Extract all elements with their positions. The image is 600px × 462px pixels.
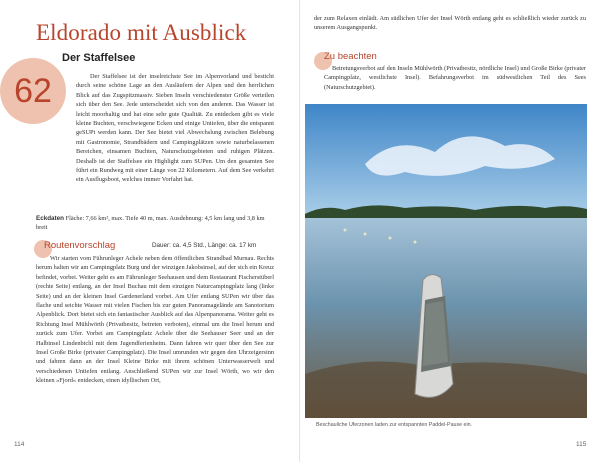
notice-text: Betretungsverbot auf den Inseln Mühlwörth (Privatbesitz, nördliche Insel) und Große Birke (privater Campingplatz, westlichste Insel). Befahrungsverbot im südwestlichen Teil des Sees (Naturschutzgebiet). [324,65,586,91]
lake-photo [305,104,587,418]
route-meta: Dauer: ca. 4,5 Std., Länge: ca. 17 km [152,242,257,249]
lake-subtitle: Der Staffelsee [62,52,136,64]
photo-caption: Beschauliche Uferzonen laden zur entspannten Paddel-Pause ein. [316,422,473,428]
facts-label: Eckdaten [36,215,64,222]
page-number-right: 115 [576,441,587,448]
route-text: Wir starten vom Führunleger Achele neben dem öffentlichen Strandbad Murnau. Rechts herum halten wir am Campingplatz Burg und der winzigen Jakobsinsel, auf der sich ein Kreuz befindet, vorbei. Weiter geht es am Fährunleger Seehausen und dem Restaurant Fischerstüberl (rechte Seite) entlang, an der Insel Buchau mit dem einzigen Naturcampingplatz lang (linke Seite) und an der kleinen Insel Gardenerland vorbei. Am Ufer entlang SUPen wir über das flache und seichte Wasser mit vielen Fischen bis zur guten Panoramagelände am Sanotorium Alpenblick. Dort bietet sich ein fantastischer Ausblick auf das Alpenpanorama. Weiter geht es Richtung Insel Mühlwörth (Privatbesitz, betreten verboten), einmal um die Insel herum und zurück zum Ufer. Vorbei am Campingplatz Achele über die Seehauser Seer und an der Halbinsel Lindenbichl mit dem Jugendferienheim. Dann fahren wir quer über den See zur Insel Große Birke (privater Campingplatz). Die Insel umrunden wir gegen den Uhrzeigersinn und fahren dann an der Insel Kleine Birke mit ihrem schönen Unterwasserwelt und verschiedenen Untiefen entlang. Anschließend SUPen wir zur Insel Wörth, wo wir den kleinen »Fjord« entdecken, einen idyllischen Ort, [36,255,274,385]
tour-number-circle [0,58,66,124]
continuation-text: der zum Relaxen einlädt. Am südlichen Ufer der Insel Wörth entlang geht es schließlich wieder zurück zu unserem Ausgangspunkt. [314,15,586,32]
notice-heading: Zu beachten [324,51,377,62]
facts-block [36,214,274,233]
route-heading: Routenvorschlag [44,240,116,251]
tour-number: 62 [14,71,52,110]
page-number-left: 114 [14,441,25,448]
facts-text: Fläche: 7,66 km², max. Tiefe 40 m, max. Ausdehnung: 4,5 km lang und 3,8 km breit [36,215,265,232]
page-title: Eldorado mit Ausblick [36,20,247,45]
intro-text: Der Staffelsee ist der inselreichste See im Alpenvorland und besticht durch seine schöne Lage an den Ausläufern der Alpen und den herrlichen Blick auf das Zugspitzmassiv. Sieben Inseln verschiedenster Größe verteilen sich über den See. Jede unterscheidet sich von den anderen. Das Wasser ist leicht moorhaltig und hat eine sehr gute Qualität. Zu entdecken gibt es viele kleine Buchten, verschwiegene Ecken und einige Untiefen, über die entspannt geSUPt werden kann. Der See bietet viel Abwechslung zwischen Belebung mit Gastronomie, Strandbädern und Campingplätzen sowie naturbelassenen Bereichen, einsamen Buchten, Naturschutzgebieten und ruhigen Plätzen. Deshalb ist der Staffelsee ein Highlight zum SUPen. Um den gesamten See führt ein Rundweg mit einer Länge von 22 Kilometern. Auf dem See verkehrt ein Ausflugsboot, welches immer Vorfahrt hat. [76,73,274,184]
